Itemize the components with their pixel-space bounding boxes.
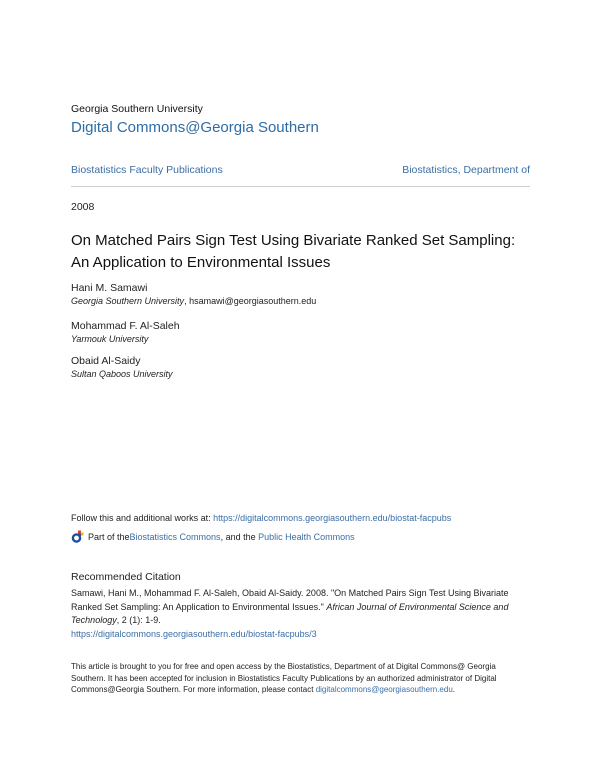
separator: , [184,296,190,306]
publication-year: 2008 [71,201,95,213]
author-affiliation [71,369,173,379]
institution-name: Georgia Southern University [71,103,203,115]
title-line-1: On Matched Pairs Sign Test Using Bivariate Ranked Set Sampling: [71,232,516,249]
part-of-prefix: Part of the [88,531,130,542]
follow-line [71,513,451,523]
recommended-citation-heading: Recommended Citation [71,571,181,583]
affiliation-text: Sultan Qaboos University [71,369,173,379]
author-1 [71,282,316,306]
citation-body: Samawi, Hani M., Mohammad F. Al-Saleh, Obaid Al-Saidy. 2008. "On Matched Pairs Sign Test Using Bivariate Ranked Set Sampling: An Application to Environmental Issues." [71,588,509,612]
author-2 [71,320,180,344]
article-title [71,230,541,274]
author-3 [71,355,173,379]
repository-link[interactable]: Digital Commons@Georgia Southern [71,119,319,136]
author-affiliation [71,334,180,344]
collection-url-link[interactable]: https://digitalcommons.georgiasouthern.edu/biostat-facpubs [213,513,452,523]
affiliation-text: Georgia Southern University [71,296,185,306]
biostatistics-commons-link[interactable]: Biostatistics Commons [129,531,221,542]
follow-prefix: Follow this and additional works at: [71,513,214,523]
affiliation-text: Yarmouk University [71,334,149,344]
author-name: Obaid Al-Saidy [71,355,141,367]
author-name: Mohammad F. Al-Saleh [71,320,180,332]
author-name: Hani M. Samawi [71,282,148,294]
title-line-2: An Application to Environmental Issues [71,254,331,271]
journal-name: African Journal of Environmental Science and Technology [71,601,509,625]
department-link[interactable]: Biostatistics, Department of [402,164,530,176]
series-link[interactable]: Biostatistics Faculty Publications [71,164,223,176]
header-divider [71,186,530,187]
contact-email-link[interactable]: digitalcommons@georgiasouthern.edu [315,685,453,694]
public-health-commons-link[interactable]: Public Health Commons [258,531,355,542]
author-affiliation [71,296,316,306]
citation-text [71,587,541,641]
part-of-middle: , and the [220,531,259,542]
access-notice-text: This article is brought to you for free and open access by the Biostatistics, Department of at Digital Commons@ Georgia Southern. It has been accepted for inclusion in Biostatistics Faculty Publications by an authorized administrator of Digital Commons@Georgia Southern. For more information, please contact [71,662,497,694]
access-notice-end: . [452,685,456,694]
bepress-network-icon [71,530,84,543]
citation-url-link[interactable]: https://digitalcommons.georgiasouthern.edu/biostat-facpubs/3 [71,628,317,639]
citation-volume: , 2 (1): 1-9. [116,615,161,625]
access-notice [71,661,531,696]
part-of-line [71,530,355,543]
author-email: hsamawi@georgiasouthern.edu [189,296,317,306]
